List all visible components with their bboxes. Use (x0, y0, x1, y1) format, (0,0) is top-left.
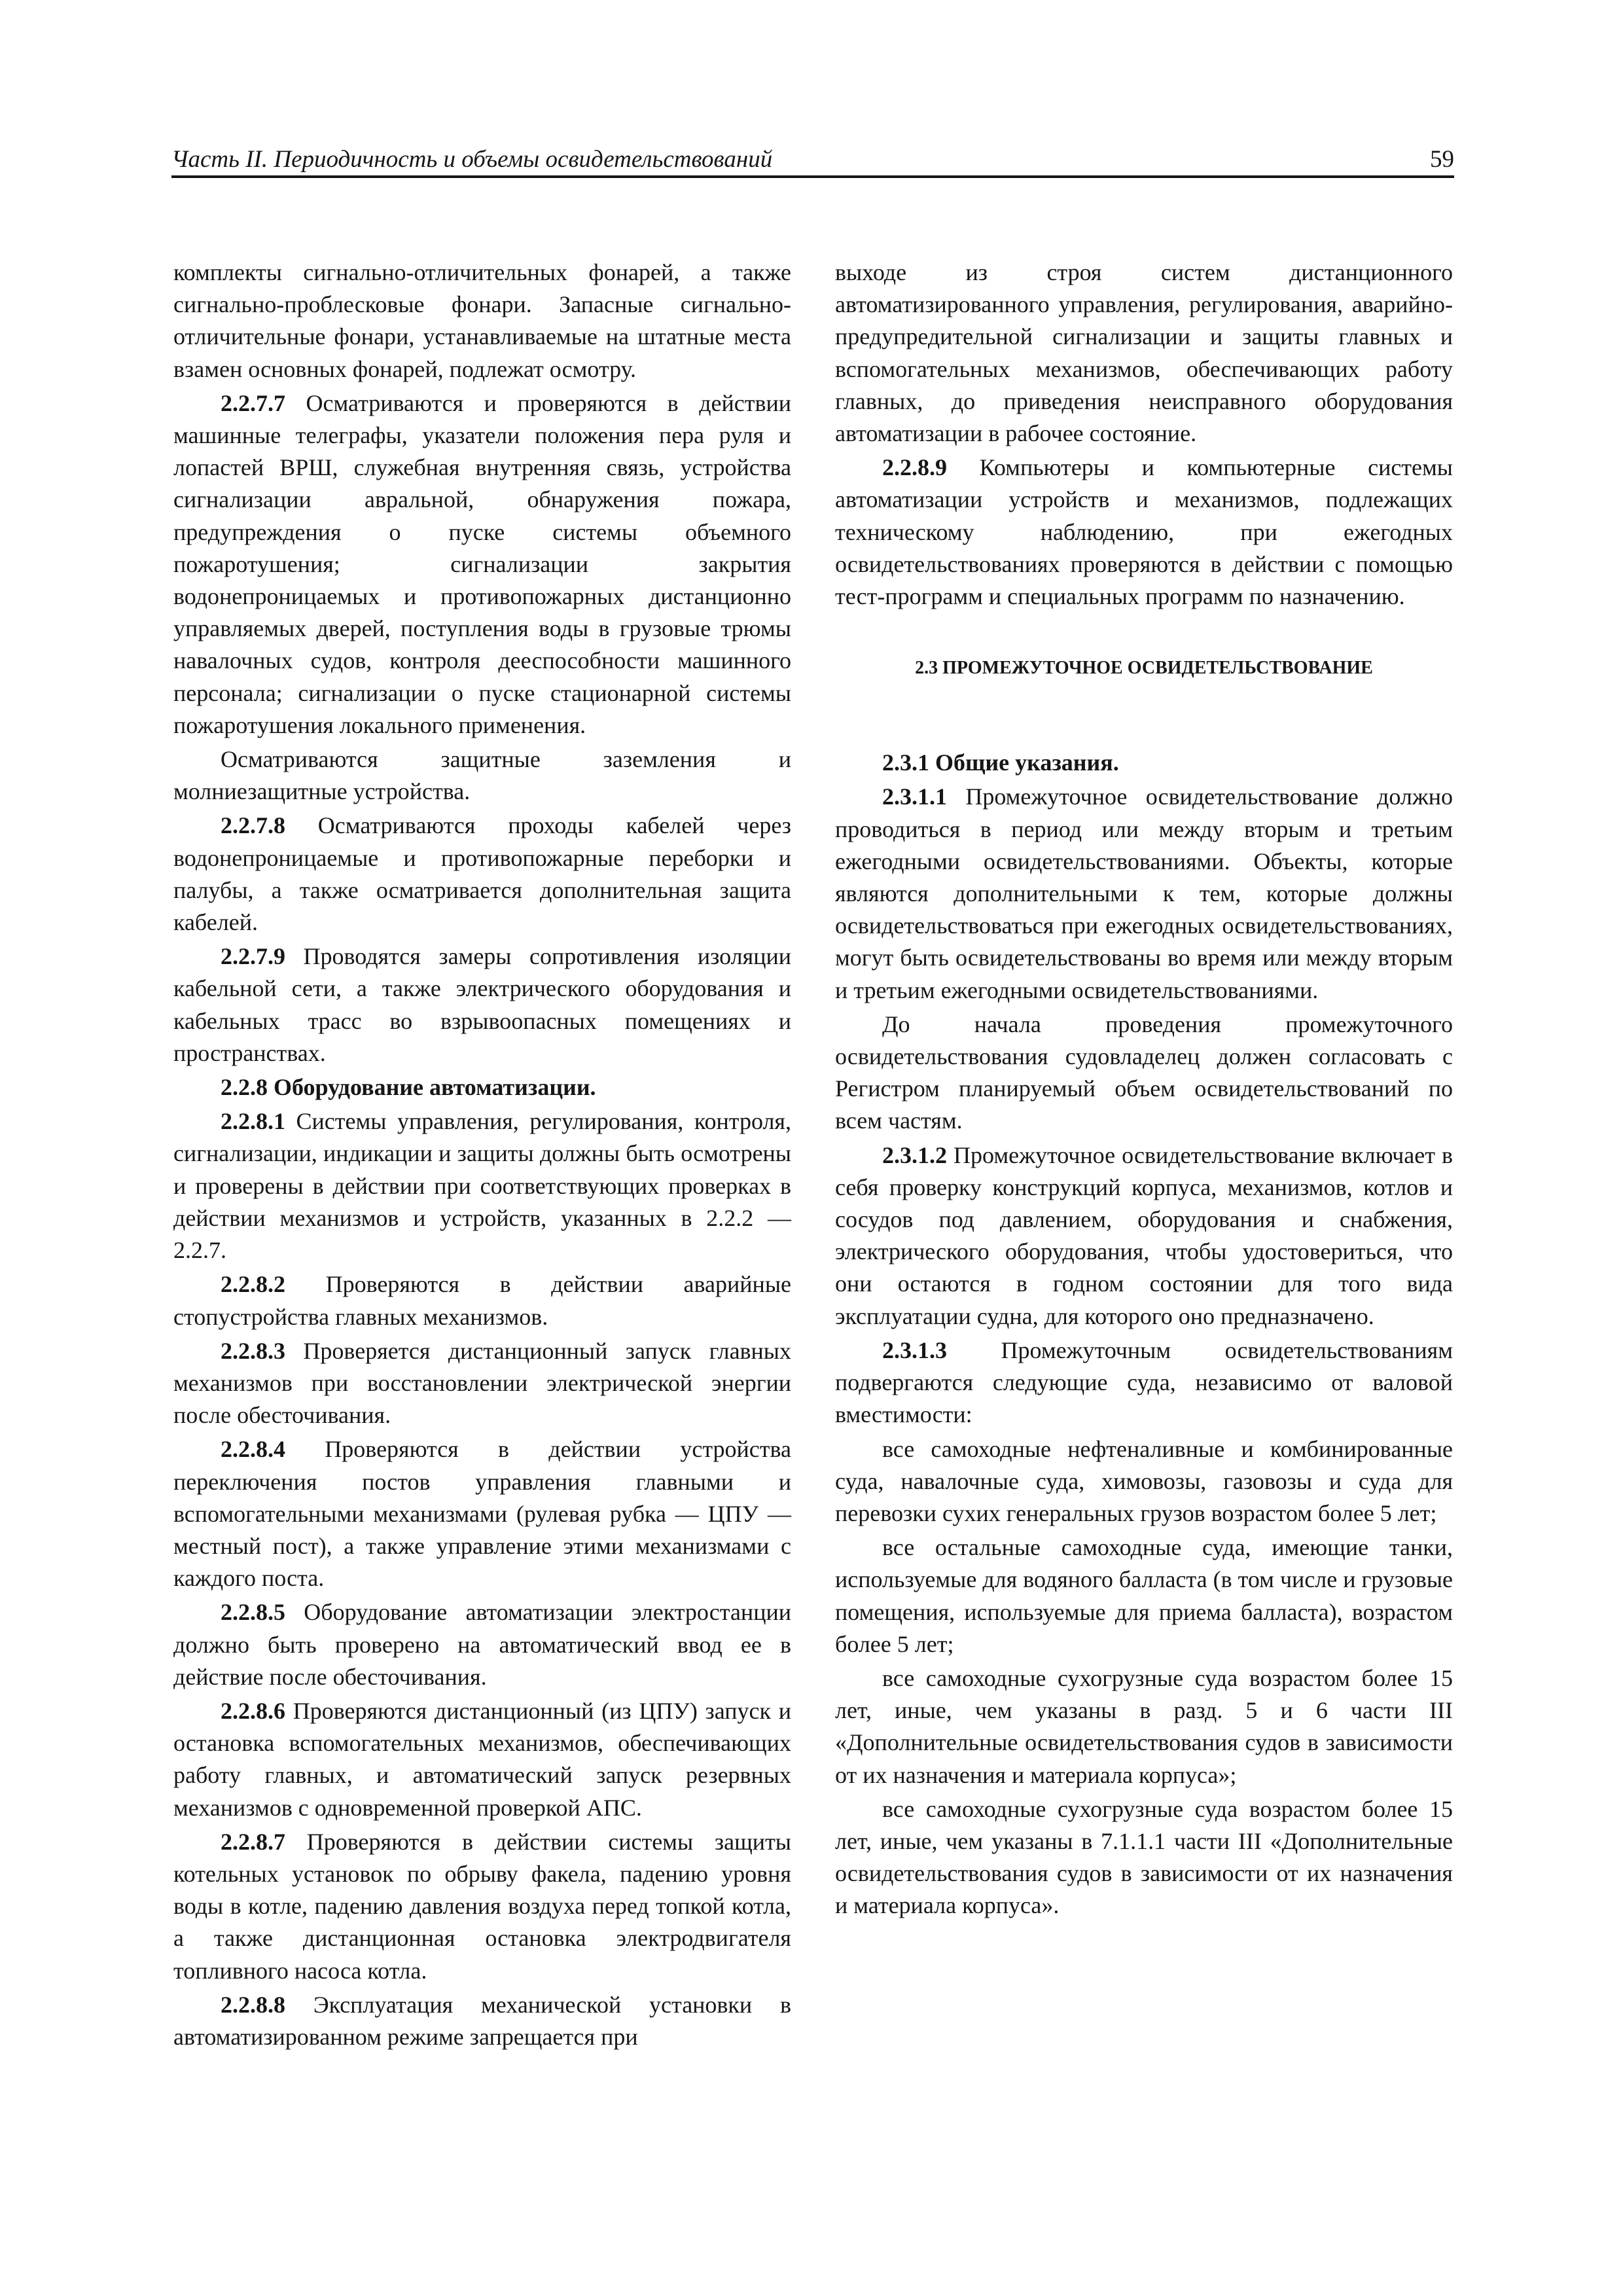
clause-text: Компьютеры и компьютерные системы автоматизации устройств и механизмов, подлежащих техническому наблюдению, при ежегодных освидетельствованиях проверяются в действии с помощью тест-программ и специальных программ по назначению. (835, 454, 1453, 610)
section-title-2-3: 2.3 ПРОМЕЖУТОЧНОЕ ОСВИДЕТЕЛЬСТВОВАНИЕ (915, 658, 1373, 679)
clause-text: Системы управления, регулирования, контроля, сигнализации, индикации и защиты должны быть осмотрены и проверены в действии при соответствующих проверках в действии механизмов и устройств, указанных в 2.2.2 — 2.2.7. (173, 1108, 791, 1264)
clause-text: Проверяется дистанционный запуск главных механизмов при восстановлении электрической энергии после обесточивания. (173, 1337, 791, 1429)
clause-text: Осматриваются и проверяются в действии машинные телеграфы, указатели положения пера руля и лопастей ВРШ, служебная внутренняя связь, устройства сигнализации авральной, обнаружения пожара, предупреждения о пуске системы объемного пожаротушения; сигнализации закрытия водонепроницаемых и противопожарных дистанционно управляемых дверей, поступления воды в грузовые трюмы навалочных судов, контроля дееспособности машинного персонала; сигнализации о пуске стационарной системы пожаротушения локального применения. (173, 389, 791, 738)
clause-2-2-8-5 (173, 1596, 791, 1693)
clause-2-3-1-3 (835, 1335, 1453, 1431)
clause-number: 2.2.8.7 (221, 1828, 285, 1855)
clause-text: Проверяются в действии аварийные стопустройства главных механизмов. (173, 1271, 791, 1330)
clause-number: 2.3.1.2 (882, 1141, 947, 1168)
clause-2-3-1-1 (835, 781, 1453, 1006)
clause-number: 2.2.8.5 (221, 1599, 285, 1626)
clause-number: 2.3.1.1 (882, 783, 947, 810)
right-column (835, 257, 1453, 1924)
page-number: 59 (1430, 146, 1454, 173)
clause-number: 2.2.8.9 (882, 454, 947, 481)
spacer (835, 615, 1453, 655)
clause-text: Промежуточным освидетельствованиям подвергаются следующие суда, независимо от валовой вместимости: (835, 1336, 1453, 1428)
clause-2-2-8-9 (835, 452, 1453, 613)
subsection-heading-2-2-8: 2.2.8 Оборудование автоматизации. (221, 1074, 596, 1101)
clause-number: 2.2.8.6 (221, 1697, 285, 1724)
clause-2-3-1-2 (835, 1139, 1453, 1333)
clause-number: 2.2.8.3 (221, 1337, 285, 1364)
list-item: все самоходные нефтеналивные и комбинированные суда, навалочные суда, химовозы, газовозы и суда для перевозки сухих генеральных грузов возрастом более 5 лет; (835, 1435, 1453, 1526)
clause-2-2-8-6 (173, 1695, 791, 1824)
left-column (173, 257, 791, 2055)
clause-text: Проверяются в действии системы защиты котельных установок по обрыву факела, падению уровня воды в котле, падению давления воздуха перед топкой котла, а также дистанционная остановка электродвигателя топливного насоса котла. (173, 1828, 791, 1984)
paragraph: Осматриваются защитные заземления и молниезащитные устройства. (173, 746, 791, 805)
clause-2-2-8-8 (173, 1989, 791, 2053)
clause-text: Проверяются дистанционный (из ЦПУ) запуск и остановка вспомогательных механизмов, обеспечивающих работу главных, и автоматический запуск резервных механизмов с одновременной проверкой АПС. (173, 1697, 791, 1821)
paragraph: До начала проведения промежуточного освидетельствования судовладелец должен согласовать с Регистром планируемый объем освидетельствований по всем частям. (835, 1011, 1453, 1134)
clause-2-2-8-2 (173, 1268, 791, 1333)
clause-text: Осматриваются проходы кабелей через водонепроницаемые и противопожарные переборки и палубы, а также осматривается дополнительная защита кабелей. (173, 812, 791, 936)
clause-number: 2.2.7.7 (221, 389, 285, 416)
list-item: все самоходные сухогрузные суда возрастом более 15 лет, иные, чем указаны в 7.1.1.1 части III «Дополнительные освидетельствования судов в зависимости от их назначения и материала корпуса». (835, 1795, 1453, 1919)
clause-2-2-7-9 (173, 941, 791, 1069)
page-header (171, 145, 1454, 179)
list-item: все остальные самоходные суда, имеющие танки, используемые для водяного балласта (в том числе и грузовые помещения, используемые для приема балласта), возрастом более 5 лет; (835, 1534, 1453, 1657)
clause-number: 2.2.8.1 (221, 1108, 285, 1135)
spacer (835, 681, 1453, 747)
clause-number: 2.2.7.8 (221, 812, 285, 839)
clause-number: 2.2.7.9 (221, 943, 285, 970)
clause-number: 2.2.8.8 (221, 1991, 285, 2018)
clause-2-2-7-7 (173, 387, 791, 742)
clause-text: Проводятся замеры сопротивления изоляции кабельной сети, а также электрического оборудования и кабельных трасс во взрывоопасных помещениях и пространствах. (173, 943, 791, 1066)
clause-2-2-7-8 (173, 810, 791, 939)
list-item: все самоходные сухогрузные суда возрастом более 15 лет, иные, чем указаны в разд. 5 и 6 части III «Дополнительные освидетельствования судов в зависимости от их назначения и материала корпуса»; (835, 1664, 1453, 1788)
clause-text: Промежуточное освидетельствование должно проводиться в период или между вторым и третьим ежегодными освидетельствованиями. Объекты, которые являются дополнительными к тем, которые должны освидетельствоваться при ежегодных освидетельствованиях, могут быть освидетельствованы во время или между вторым и третьим ежегодными освидетельствованиями. (835, 783, 1453, 1003)
clause-text: Оборудование автоматизации электростанции должно быть проверено на автоматический ввод ее в действие после обесточивания. (173, 1599, 791, 1690)
running-header-title: Часть II. Периодичность и объемы освидетельствований (171, 146, 773, 173)
clause-number: 2.3.1.3 (882, 1336, 947, 1363)
clause-text: Эксплуатация механической установки в автоматизированном режиме запрещается при (173, 1991, 791, 2050)
clause-2-2-8-1 (173, 1105, 791, 1266)
clause-number: 2.2.8.4 (221, 1436, 285, 1463)
paragraph: комплекты сигнально-отличительных фонарей, а также сигнально-проблесковые фонари. Запасные сигнально-отличительные фонари, устанавливаемые на штатные места взамен основных фонарей, подлежат осмотру. (173, 259, 791, 382)
clause-number: 2.2.8.2 (221, 1271, 285, 1298)
subsection-heading-2-3-1: 2.3.1 Общие указания. (882, 749, 1119, 776)
clause-2-2-8-3 (173, 1335, 791, 1432)
clause-2-2-8-7 (173, 1826, 791, 1987)
clause-2-2-8-4 (173, 1433, 791, 1594)
header-rule (171, 175, 1454, 178)
clause-text: Проверяются в действии устройства переключения постов управления главными и вспомогательными механизмами (рулевая рубка — ЦПУ — местный пост), а также управление этими механизмами с каждого поста. (173, 1436, 791, 1592)
paragraph: выходе из строя систем дистанционного автоматизированного управления, регулирования, аварийно-предупредительной сигнализации и защиты главных и вспомогательных механизмов, обеспечивающих работу главных, до приведения неисправного оборудования автоматизации в рабочее состояние. (835, 259, 1453, 447)
clause-text: Промежуточное освидетельствование включает в себя проверку конструкций корпуса, механизмов, котлов и сосудов под давлением, оборудования и снабжения, электрического оборудования, чтобы удостовериться, что они остаются в годном состоянии для того вида эксплуатации судна, для которого оно предназначено. (835, 1141, 1453, 1329)
